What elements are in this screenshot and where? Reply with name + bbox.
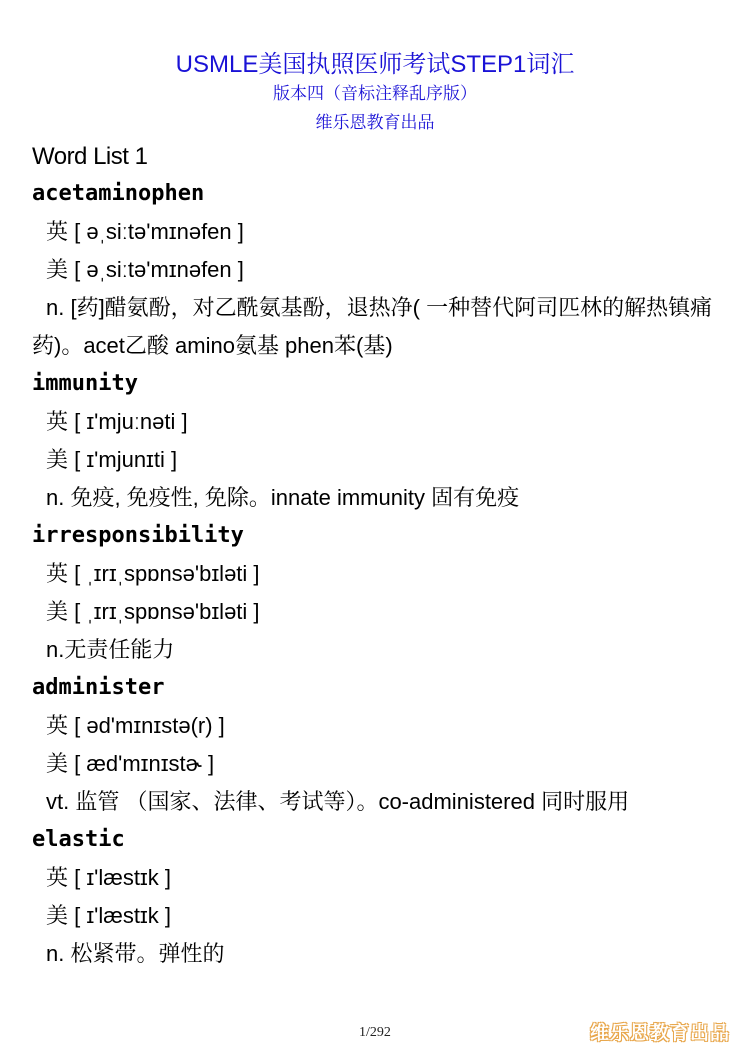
uk-pronunciation: 英 [ ˌɪrɪˌspɒnsə'bɪləti ] bbox=[46, 561, 260, 586]
word-list bbox=[32, 139, 718, 973]
headword: administer bbox=[32, 675, 165, 700]
us-pronunciation: 美 [ əˌsiːtə'mɪnəfen ] bbox=[46, 257, 244, 282]
uk-pronunciation: 英 [ əˌsiːtə'mɪnəfen ] bbox=[46, 219, 244, 244]
us-pronunciation: 美 [ ɪ'mjunɪti ] bbox=[46, 447, 178, 472]
document-subtitle: 版本四（音标注释乱序版） bbox=[273, 84, 477, 103]
us-pronunciation: 美 [ æd'mɪnɪstɚ ] bbox=[46, 751, 215, 776]
definition: n. [药]醋氨酚，对乙酰氨基酚，退热净( 一种替代阿司匹林的解热镇痛药)。acet乙酸 amino氨基 phen苯(基) bbox=[32, 295, 713, 358]
headword: elastic bbox=[32, 827, 125, 852]
document-title: USMLE美国执照医师考试STEP1词汇 bbox=[175, 51, 575, 78]
publisher-watermark: 维乐恩教育出品 bbox=[589, 1022, 730, 1044]
definition: n. 免疫, 免疫性, 免除。innate immunity 固有免疫 bbox=[46, 485, 520, 510]
headword: acetaminophen bbox=[32, 181, 205, 206]
word-entry bbox=[32, 669, 718, 821]
us-pronunciation: 美 [ ɪ'læstɪk ] bbox=[46, 903, 171, 928]
word-entry bbox=[32, 365, 718, 517]
word-entry bbox=[32, 821, 718, 973]
definition: n. 松紧带。弹性的 bbox=[46, 941, 225, 966]
uk-pronunciation: 英 [ əd'mɪnɪstə(r) ] bbox=[46, 713, 225, 738]
uk-pronunciation: 英 [ ɪ'læstɪk ] bbox=[46, 865, 171, 890]
word-entry bbox=[32, 175, 718, 365]
definition: n.无责任能力 bbox=[46, 637, 175, 662]
us-pronunciation: 美 [ ˌɪrɪˌspɒnsə'bɪləti ] bbox=[46, 599, 260, 624]
word-entry bbox=[32, 517, 718, 669]
uk-pronunciation: 英 [ ɪ'mjuːnəti ] bbox=[46, 409, 188, 434]
publisher-line: 维乐恩教育出品 bbox=[315, 113, 435, 132]
headword: irresponsibility bbox=[32, 523, 244, 548]
page-number: 1/292 bbox=[359, 1025, 391, 1040]
headword: immunity bbox=[32, 371, 138, 396]
list-title: Word List 1 bbox=[32, 143, 148, 170]
definition: vt. 监管 （国家、法律、考试等）。co-administered 同时服用 bbox=[46, 789, 630, 814]
